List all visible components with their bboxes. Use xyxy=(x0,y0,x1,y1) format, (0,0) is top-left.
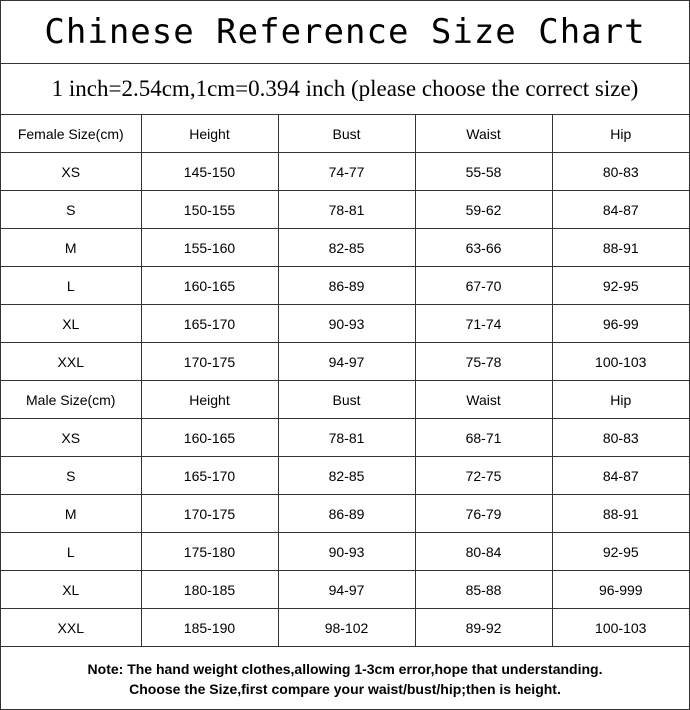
table-cell: 88-91 xyxy=(552,229,689,267)
table-cell: 80-84 xyxy=(415,533,552,571)
header-cell: Male Size(cm) xyxy=(1,381,141,419)
footer-note xyxy=(1,648,689,709)
table-cell: 71-74 xyxy=(415,305,552,343)
table-row xyxy=(1,305,689,343)
table-cell: 76-79 xyxy=(415,495,552,533)
size-label-cell: XXL xyxy=(1,343,141,381)
table-cell: 55-58 xyxy=(415,153,552,191)
male-header-row xyxy=(1,381,689,419)
table-cell: 160-165 xyxy=(141,267,278,305)
table-cell: 165-170 xyxy=(141,305,278,343)
table-row xyxy=(1,267,689,305)
table-cell: 92-95 xyxy=(552,267,689,305)
table-cell: 185-190 xyxy=(141,609,278,647)
table-cell: 175-180 xyxy=(141,533,278,571)
table-cell: 68-71 xyxy=(415,419,552,457)
table-row xyxy=(1,495,689,533)
table-cell: 85-88 xyxy=(415,571,552,609)
table-cell: 160-165 xyxy=(141,419,278,457)
header-cell: Female Size(cm) xyxy=(1,115,141,153)
size-table xyxy=(1,115,689,647)
table-cell: 82-85 xyxy=(278,229,415,267)
table-row xyxy=(1,153,689,191)
size-label-cell: M xyxy=(1,229,141,267)
header-cell: Hip xyxy=(552,115,689,153)
table-cell: 67-70 xyxy=(415,267,552,305)
table-row xyxy=(1,609,689,647)
table-row xyxy=(1,571,689,609)
table-row xyxy=(1,229,689,267)
table-cell: 170-175 xyxy=(141,495,278,533)
note-line-error: Note: The hand weight clothes,allowing 1-3cm error,hope that understanding. xyxy=(87,660,603,677)
unit-conversion-note: 1 inch=2.54cm,1cm=0.394 inch (please choose the correct size) xyxy=(1,64,689,115)
size-label-cell: S xyxy=(1,457,141,495)
header-cell: Bust xyxy=(278,381,415,419)
note-line-choose: Choose the Size,first compare your waist/bust/hip;then is height. xyxy=(129,680,561,697)
table-row xyxy=(1,343,689,381)
table-cell: 80-83 xyxy=(552,153,689,191)
size-label-cell: L xyxy=(1,533,141,571)
size-label-cell: S xyxy=(1,191,141,229)
table-cell: 96-99 xyxy=(552,305,689,343)
table-cell: 84-87 xyxy=(552,457,689,495)
table-cell: 80-83 xyxy=(552,419,689,457)
table-row xyxy=(1,533,689,571)
table-cell: 86-89 xyxy=(278,267,415,305)
table-cell: 100-103 xyxy=(552,343,689,381)
table-cell: 82-85 xyxy=(278,457,415,495)
header-cell: Hip xyxy=(552,381,689,419)
table-cell: 96-999 xyxy=(552,571,689,609)
table-cell: 59-62 xyxy=(415,191,552,229)
table-cell: 88-91 xyxy=(552,495,689,533)
table-cell: 94-97 xyxy=(278,343,415,381)
female-header-row xyxy=(1,115,689,153)
table-cell: 165-170 xyxy=(141,457,278,495)
table-cell: 72-75 xyxy=(415,457,552,495)
size-label-cell: XL xyxy=(1,571,141,609)
size-label-cell: XS xyxy=(1,153,141,191)
table-cell: 170-175 xyxy=(141,343,278,381)
table-cell: 155-160 xyxy=(141,229,278,267)
table-cell: 100-103 xyxy=(552,609,689,647)
header-cell: Waist xyxy=(415,115,552,153)
table-cell: 74-77 xyxy=(278,153,415,191)
table-cell: 86-89 xyxy=(278,495,415,533)
table-cell: 90-93 xyxy=(278,533,415,571)
table-row xyxy=(1,191,689,229)
table-cell: 180-185 xyxy=(141,571,278,609)
table-cell: 75-78 xyxy=(415,343,552,381)
chart-title: Chinese Reference Size Chart xyxy=(1,1,689,64)
header-cell: Waist xyxy=(415,381,552,419)
table-cell: 78-81 xyxy=(278,419,415,457)
header-cell: Height xyxy=(141,115,278,153)
table-cell: 145-150 xyxy=(141,153,278,191)
header-cell: Bust xyxy=(278,115,415,153)
header-cell: Height xyxy=(141,381,278,419)
table-cell: 98-102 xyxy=(278,609,415,647)
table-cell: 150-155 xyxy=(141,191,278,229)
size-label-cell: XL xyxy=(1,305,141,343)
table-row xyxy=(1,457,689,495)
table-cell: 84-87 xyxy=(552,191,689,229)
table-cell: 90-93 xyxy=(278,305,415,343)
table-cell: 89-92 xyxy=(415,609,552,647)
size-label-cell: XXL xyxy=(1,609,141,647)
size-label-cell: XS xyxy=(1,419,141,457)
table-cell: 92-95 xyxy=(552,533,689,571)
table-cell: 63-66 xyxy=(415,229,552,267)
size-label-cell: L xyxy=(1,267,141,305)
table-row xyxy=(1,419,689,457)
table-cell: 94-97 xyxy=(278,571,415,609)
size-label-cell: M xyxy=(1,495,141,533)
table-cell: 78-81 xyxy=(278,191,415,229)
